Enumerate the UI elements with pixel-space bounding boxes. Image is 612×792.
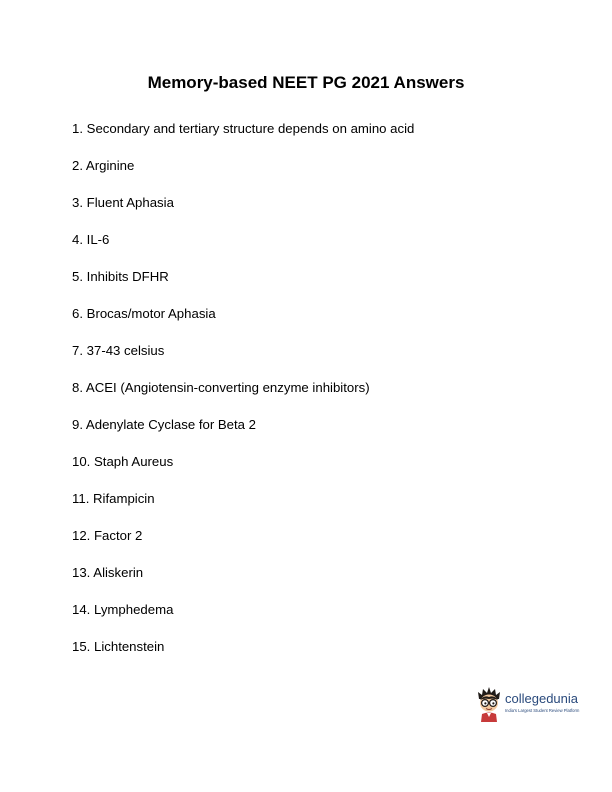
list-item: 15. Lichtenstein xyxy=(72,639,165,654)
list-item: 8. ACEI (Angiotensin-converting enzyme inhibitors) xyxy=(72,380,370,395)
logo-brand-text: collegedunia xyxy=(505,691,579,706)
list-item: 2. Arginine xyxy=(72,158,135,173)
list-item: 4. IL-6 xyxy=(72,232,110,247)
list-item: 3. Fluent Aphasia xyxy=(72,195,174,210)
list-item: 1. Secondary and tertiary structure depends on amino acid xyxy=(72,121,415,136)
collegedunia-logo xyxy=(474,686,604,722)
list-item: 11. Rifampicin xyxy=(72,491,155,506)
list-item: 14. Lymphedema xyxy=(72,602,174,617)
list-item: 12. Factor 2 xyxy=(72,528,143,543)
logo-tagline: India's Largest Student Review Platform xyxy=(505,708,580,713)
list-item: 7. 37-43 celsius xyxy=(72,343,165,358)
list-item: 10. Staph Aureus xyxy=(72,454,174,469)
answer-list xyxy=(72,120,414,675)
list-item: 6. Brocas/motor Aphasia xyxy=(72,306,216,321)
list-item: 9. Adenylate Cyclase for Beta 2 xyxy=(72,417,256,432)
page-title: Memory-based NEET PG 2021 Answers xyxy=(147,73,465,92)
list-item: 13. Aliskerin xyxy=(72,565,144,580)
student-mascot-icon xyxy=(474,686,504,722)
list-item: 5. Inhibits DFHR xyxy=(72,269,169,284)
